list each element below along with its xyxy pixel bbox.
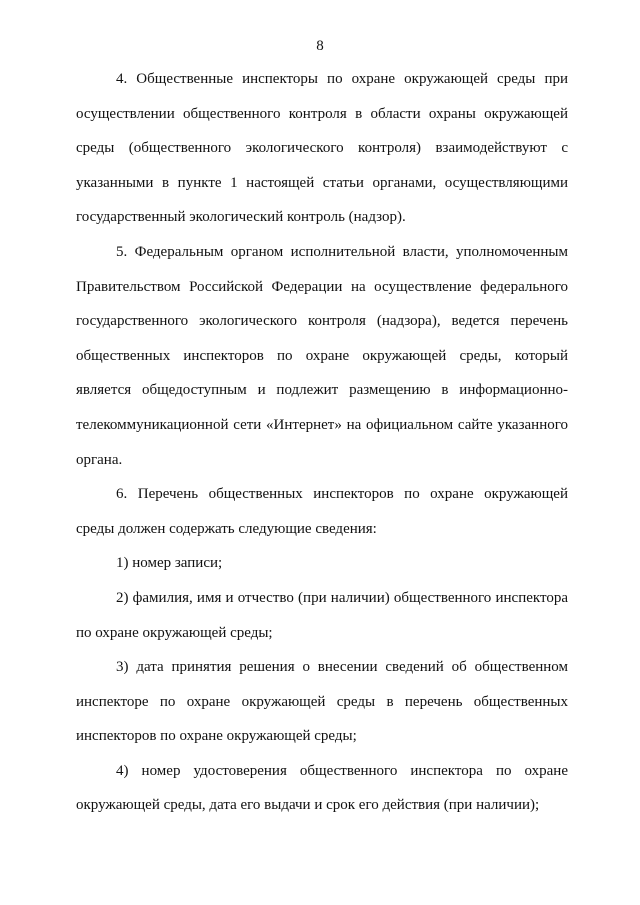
list-item-certificate: 4) номер удостоверения общественного инспектора по охране окружающей среды, дата его выдачи и срок его действия (при наличии);: [76, 762, 568, 814]
paragraph-item-4: 4. Общественные инспекторы по охране окружающей среды при осуществлении общественного контроля в области охраны окружающей среды (общественного экологического контроля) взаимодействуют с указанными в пункте 1 настоящей статьи органами, осуществляющими государственный экологический контроль (надзор).: [76, 71, 568, 226]
list-item-full-name: 2) фамилия, имя и отчество (при наличии) общественного инспектора по охране окружающей среды;: [76, 589, 568, 641]
list-item-decision-date: 3) дата принятия решения о внесении сведений об общественном инспекторе по охране окружающей среды в перечень общественных инспекторов по охране окружающей среды;: [76, 659, 568, 745]
list-item-record-number: 1) номер записи;: [116, 555, 223, 572]
document-body: [76, 62, 568, 823]
page-number: 8: [316, 38, 324, 54]
paragraph-item-6: 6. Перечень общественных инспекторов по охране окружающей среды должен содержать следующие сведения:: [76, 486, 568, 537]
paragraph-item-5: 5. Федеральным органом исполнительной власти, уполномоченным Правительством Российской Федерации на осуществление федерального государственного экологического контроля (надзора), ведется перечень общественных инспекторов по охране окружающей среды, который является общедоступным и подлежит размещению в информационно-телекоммуникационной сети «Интернет» на официальном сайте указанного органа.: [76, 243, 568, 468]
